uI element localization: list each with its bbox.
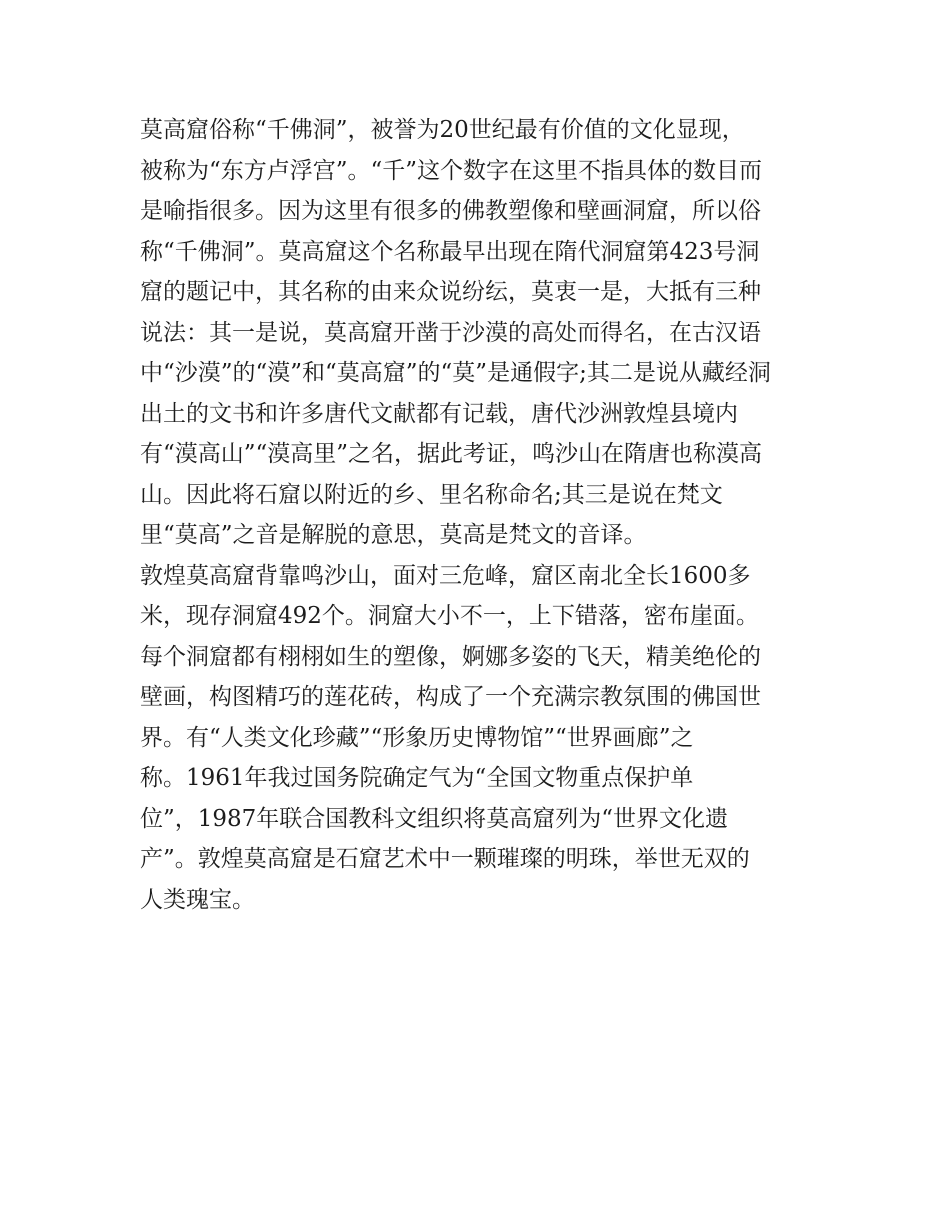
text-line: 界。有“人类文化珍藏”“形象历史博物馆”“世界画廊”之 xyxy=(140,724,694,751)
text-line: 称。1961年我过国务院确定气为“全国文物重点保护单 xyxy=(140,765,694,791)
text-line: 米，现存洞窟492个。洞窟大小不一，上下错落，密布崖面。 xyxy=(140,603,759,629)
body-text xyxy=(140,110,820,920)
text-line: 位”，1987年联合国教科文组织将莫高窟列为“世界文化遗 xyxy=(140,805,729,832)
text-line: 称“千佛洞”。莫高窟这个名称最早出现在隋代洞窟第423号洞 xyxy=(140,238,760,265)
text-line: 是喻指很多。因为这里有很多的佛教塑像和壁画洞窟，所以俗 xyxy=(140,198,761,224)
text-line: 人类瑰宝。 xyxy=(140,886,255,913)
text-line: 里“莫高”之音是解脱的意思，莫高是梵文的音译。 xyxy=(140,522,647,548)
text-line: 产”。敦煌莫高窟是石窟艺术中一颗璀璨的明珠，举世无双的 xyxy=(140,846,750,872)
text-line: 说法：其一是说，莫高窟开凿于沙漠的高处而得名，在古汉语 xyxy=(140,319,761,346)
text-line: 壁画，构图精巧的莲花砖，构成了一个充满宗教氛围的佛国世 xyxy=(140,684,761,710)
text-line: 被称为“东方卢浮宫”。“千”这个数字在这里不指具体的数目而 xyxy=(140,157,763,184)
text-line: 中“沙漠”的“漠”和“莫高窟”的“莫”是通假字;其二是说从藏经洞 xyxy=(140,360,771,386)
text-line: 敦煌莫高窟背靠鸣沙山，面对三危峰，窟区南北全长1600多 xyxy=(140,562,751,589)
text-line: 有“漠高山”“漠高里”之名，据此考证，鸣沙山在隋唐也称漠高 xyxy=(140,441,763,467)
text-line: 出土的文书和许多唐代文献都有记载，唐代沙洲敦煌县境内 xyxy=(140,400,738,427)
text-line: 莫高窟俗称“千佛洞”，被誉为20世纪最有价值的文化显现， xyxy=(140,117,745,143)
text-line: 山。因此将石窟以附近的乡、里名称命名;其三是说在梵文 xyxy=(140,481,723,508)
text-line: 窟的题记中，其名称的由来众说纷纭，莫衷一是，大抵有三种 xyxy=(140,279,761,305)
text-line: 每个洞窟都有栩栩如生的塑像，婀娜多姿的飞天，精美绝伦的 xyxy=(140,643,761,670)
